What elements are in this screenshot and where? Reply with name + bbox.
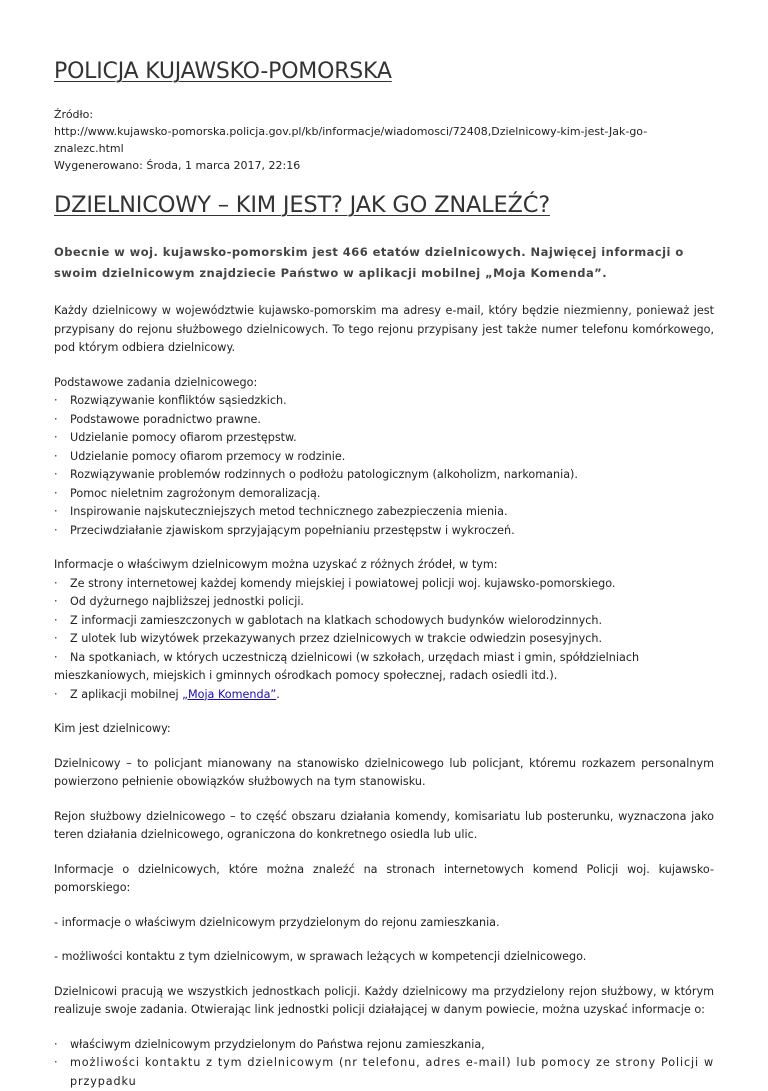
list-item: · Z informacji zamieszczonych w gablotach na klatkach schodowych budynków wielorodzinnych.: [54, 612, 714, 631]
sources-list: [54, 575, 714, 705]
source-meta: [54, 106, 714, 174]
who-heading: Kim jest dzielnicowy:: [54, 720, 714, 739]
tasks-heading: Podstawowe zadania dzielnicowego:: [54, 374, 714, 393]
site-title: POLICJA KUJAWSKO-POMORSKA: [54, 58, 714, 86]
final-list: [54, 1036, 714, 1091]
app-prefix: Z aplikacji mobilnej: [70, 688, 182, 701]
list-item: · Inspirowanie najskuteczniejszych metod technicznego zabezpieczenia mienia.: [54, 503, 714, 522]
sources-heading: Informacje o właściwym dzielnicowym można uzyskać z różnych źródeł, w tym:: [54, 556, 714, 575]
region-definition: Rejon służbowy dzielnicowego – to część obszaru działania komendy, komisariatu lub posterunku, wyznaczona jako teren działania dzielnicowego, ograniczona do konkretnego osiedla lub ulic.: [54, 808, 714, 845]
list-item: · Udzielanie pomocy ofiarom przestępstw.: [54, 429, 714, 448]
source-label: Źródło:: [54, 106, 714, 123]
bullet-dot: ·: [54, 649, 70, 668]
work-paragraph: Dzielnicowi pracują we wszystkich jednostkach policji. Każdy dzielnicowy ma przydzielony rejon służbowy, w którym realizuje swoje zadania. Otwierając link jednostki policji działającej w danym powiecie, można uzyskać informacje o:: [54, 983, 714, 1020]
tasks-list: [54, 392, 714, 540]
web-info: Informacje o dzielnicowych, które można znaleźć na stronach internetowych komend Policji woj. kujawsko-pomorskiego:: [54, 861, 714, 898]
list-item: · Udzielanie pomocy ofiarom przemocy w rodzinie.: [54, 448, 714, 467]
web-info-item-1: - informacje o właściwym dzielnicowym przydzielonym do rejonu zamieszkania.: [54, 914, 714, 933]
web-info-item-2: - możliwości kontaktu z tym dzielnicowym, w sprawach leżących w kompetencji dzielnicowego.: [54, 948, 714, 967]
list-item: [54, 649, 714, 686]
list-item: · Przeciwdziałanie zjawiskom sprzyjającym popełnianiu przestępstw i wykroczeń.: [54, 522, 714, 541]
paragraph-email: Każdy dzielnicowy w województwie kujawsko-pomorskim ma adresy e-mail, który będzie niezmienny, ponieważ jest przypisany do rejonu służbowego dzielnicowych. To tego rejonu przypisany jest także numer telefonu komórkowego, pod którym odbiera dzielnicowy.: [54, 302, 714, 358]
list-item: · możliwości kontaktu z tym dzielnicowym (nr telefonu, adres e-mail) lub pomocy ze strony Policji w przypadku: [54, 1054, 714, 1091]
who-definition: Dzielnicowy – to policjant mianowany na stanowisko dzielnicowego lub policjant, któremu rozkazem personalnym powierzono pełnienie obowiązków służbowych na tym stanowisku.: [54, 755, 714, 792]
article-lead: Obecnie w woj. kujawsko-pomorskim jest 466 etatów dzielnicowych. Najwięcej informacji o swoim dzielnicowym znajdziecie Państwo w aplikacji mobilnej „Moja Komenda”.: [54, 242, 714, 284]
list-item: · Podstawowe poradnictwo prawne.: [54, 411, 714, 430]
source-url: http://www.kujawsko-pomorska.policja.gov.pl/kb/informacje/wiadomosci/72408,Dzielnicowy-kim-jest-Jak-go-znalezc.html: [54, 123, 714, 157]
list-item: · Rozwiązywanie konfliktów sąsiedzkich.: [54, 392, 714, 411]
list-item: · Rozwiązywanie problemów rodzinnych o podłożu patologicznym (alkoholizm, narkomania).: [54, 466, 714, 485]
app-suffix: .: [276, 688, 280, 701]
list-item: · Ze strony internetowej każdej komendy miejskiej i powiatowej policji woj. kujawsko-pomorskiego.: [54, 575, 714, 594]
list-item: · Pomoc nieletnim zagrożonym demoralizacją.: [54, 485, 714, 504]
list-item: · Od dyżurnego najbliższej jednostki policji.: [54, 593, 714, 612]
generated-date: Wygenerowano: Środa, 1 marca 2017, 22:16: [54, 157, 714, 174]
list-item-app: [54, 686, 714, 705]
list-item: · Z ulotek lub wizytówek przekazywanych przez dzielnicowych w trakcie odwiedzin posesyjnych.: [54, 630, 714, 649]
article-title: DZIELNICOWY – KIM JEST? JAK GO ZNALEŹĆ?: [54, 190, 714, 220]
list-item: · właściwym dzielnicowym przydzielonym do Państwa rejonu zamieszkania,: [54, 1036, 714, 1055]
moja-komenda-link[interactable]: „Moja Komenda”: [182, 688, 276, 701]
list-item-text: Na spotkaniach, w których uczestniczą dzielnicowi (w szkołach, urzędach miast i gmin, spółdzielniach mieszkaniowych, miejskich i gminnych ośrodkach pomocy społecznej, radach osiedli itd.).: [54, 651, 639, 683]
